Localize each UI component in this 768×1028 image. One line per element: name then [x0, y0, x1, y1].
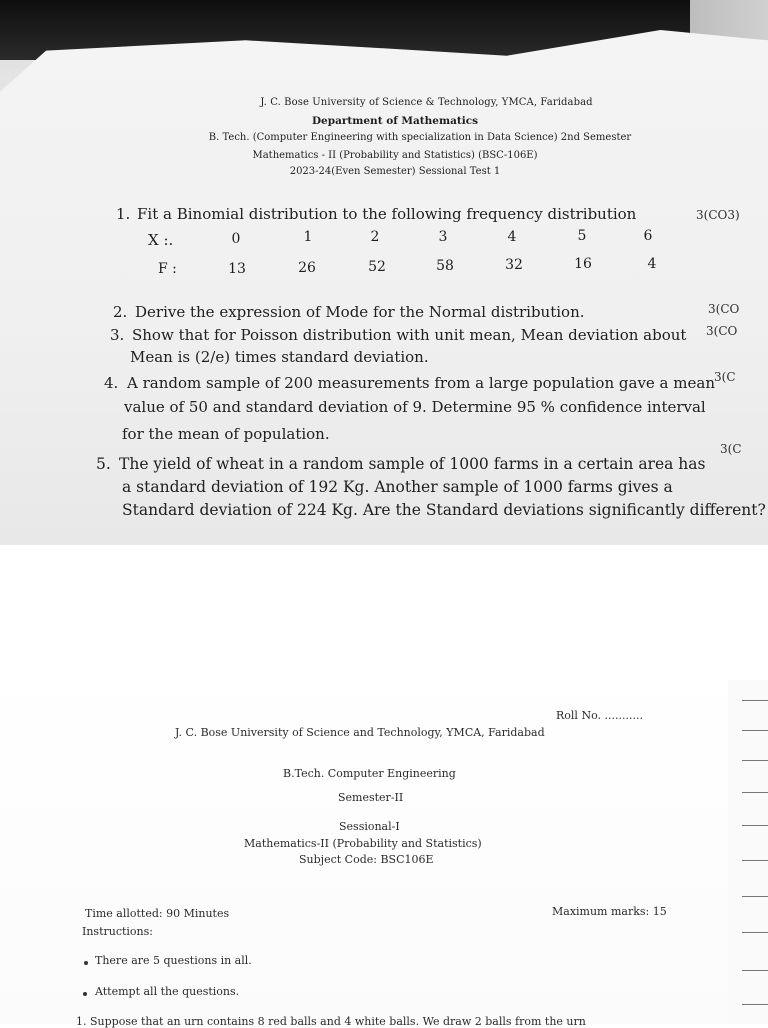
header-department: Department of Mathematics [311, 115, 479, 127]
binding-line [742, 860, 768, 861]
time-allotted: Time allotted: 90 Minutes [85, 907, 230, 920]
bullet-icon [84, 961, 88, 965]
binding-line [742, 932, 768, 933]
binding-line [742, 760, 768, 761]
program-name: B.Tech. Computer Engineering [283, 767, 456, 780]
question-2-text: Derive the expression of Mode for the Normal distribution. [135, 303, 585, 321]
binding-line [742, 970, 768, 971]
question-4-line-3: for the mean of population. [122, 425, 330, 443]
binding-line [742, 700, 768, 701]
instruction-item: Attempt all the questions. [95, 985, 240, 998]
header-course: Mathematics - II (Probability and Statistics) (BSC-106E) [252, 150, 538, 161]
question-2-number: 2. [113, 303, 128, 321]
roll-number-field: Roll No. ........... [556, 709, 643, 722]
instruction-item: There are 5 questions in all. [95, 954, 252, 967]
question-5-number: 5. [96, 455, 111, 473]
question-5-line-3: Standard deviation of 224 Kg. Are the Standard deviations significantly different? [122, 501, 766, 519]
header-session: 2023-24(Even Semester) Sessional Test 1 [289, 166, 501, 177]
binding-line [742, 896, 768, 897]
question-5-marks: 3(C [720, 442, 742, 456]
binding-line [742, 792, 768, 793]
question-5-line-2: a standard deviation of 192 Kg. Another sample of 1000 farms gives a [122, 478, 673, 496]
question-4-line-2: value of 50 and standard deviation of 9. Determine 95 % confidence interval [124, 398, 706, 416]
question-4-number: 4. [104, 374, 119, 392]
bullet-icon [83, 992, 87, 996]
binding-line [742, 1004, 768, 1005]
binding-line [742, 825, 768, 826]
x-value: 0 [231, 231, 241, 247]
f-value: 32 [505, 257, 523, 273]
x-value: 6 [643, 228, 653, 244]
test-name: Sessional-I [339, 820, 400, 833]
question-1-text: Fit a Binomial distribution to the following frequency distribution [137, 205, 637, 223]
question-3-line-1: Show that for Poisson distribution with unit mean, Mean deviation about [132, 326, 687, 344]
f-value: 16 [574, 256, 592, 272]
binding-strip [728, 680, 768, 1024]
question-3-number: 3. [110, 326, 125, 344]
question-1-number: 1. [116, 205, 131, 223]
question-4-line-1: A random sample of 200 measurements from a large population gave a mean [127, 374, 715, 392]
x-value: 3 [438, 229, 448, 245]
university-name: J. C. Bose University of Science and Technology, YMCA, Faridabad [175, 726, 545, 739]
exam-sheet-2 [0, 660, 768, 1028]
f-value: 26 [298, 260, 316, 276]
question-1-marks: 3(CO3) [696, 208, 740, 222]
question-4-marks: 3(C [714, 370, 736, 384]
semester: Semester-II [338, 791, 404, 804]
question-2-marks: 3(CO [708, 302, 740, 316]
instructions-label: Instructions: [82, 925, 153, 938]
course-name: Mathematics-II (Probability and Statistics) [244, 837, 482, 850]
f-value: 13 [228, 261, 246, 277]
header-university: J. C. Bose University of Science & Technology, YMCA, Faridabad [260, 97, 593, 108]
x-value: 5 [577, 228, 587, 244]
header-program: B. Tech. (Computer Engineering with specialization in Data Science) 2nd Semester [208, 132, 632, 143]
question-1-partial: 1. Suppose that an urn contains 8 red balls and 4 white balls. We draw 2 balls from the urn [76, 1015, 586, 1028]
x-value: 2 [370, 229, 380, 245]
table-f-label: F : [158, 261, 177, 277]
f-value: 58 [436, 258, 454, 274]
table-x-label: X :. [148, 231, 174, 249]
binding-line [742, 730, 768, 731]
question-3-marks: 3(CO [706, 324, 738, 338]
maximum-marks: Maximum marks: 15 [552, 905, 667, 918]
f-value: 52 [368, 259, 386, 275]
x-value: 4 [507, 229, 517, 245]
question-3-line-2: Mean is (2/e) times standard deviation. [130, 348, 429, 366]
f-value: 4 [647, 256, 657, 272]
question-5-line-1: The yield of wheat in a random sample of 1000 farms in a certain area has [119, 455, 706, 473]
x-value: 1 [303, 229, 313, 245]
subject-code: Subject Code: BSC106E [299, 853, 434, 866]
